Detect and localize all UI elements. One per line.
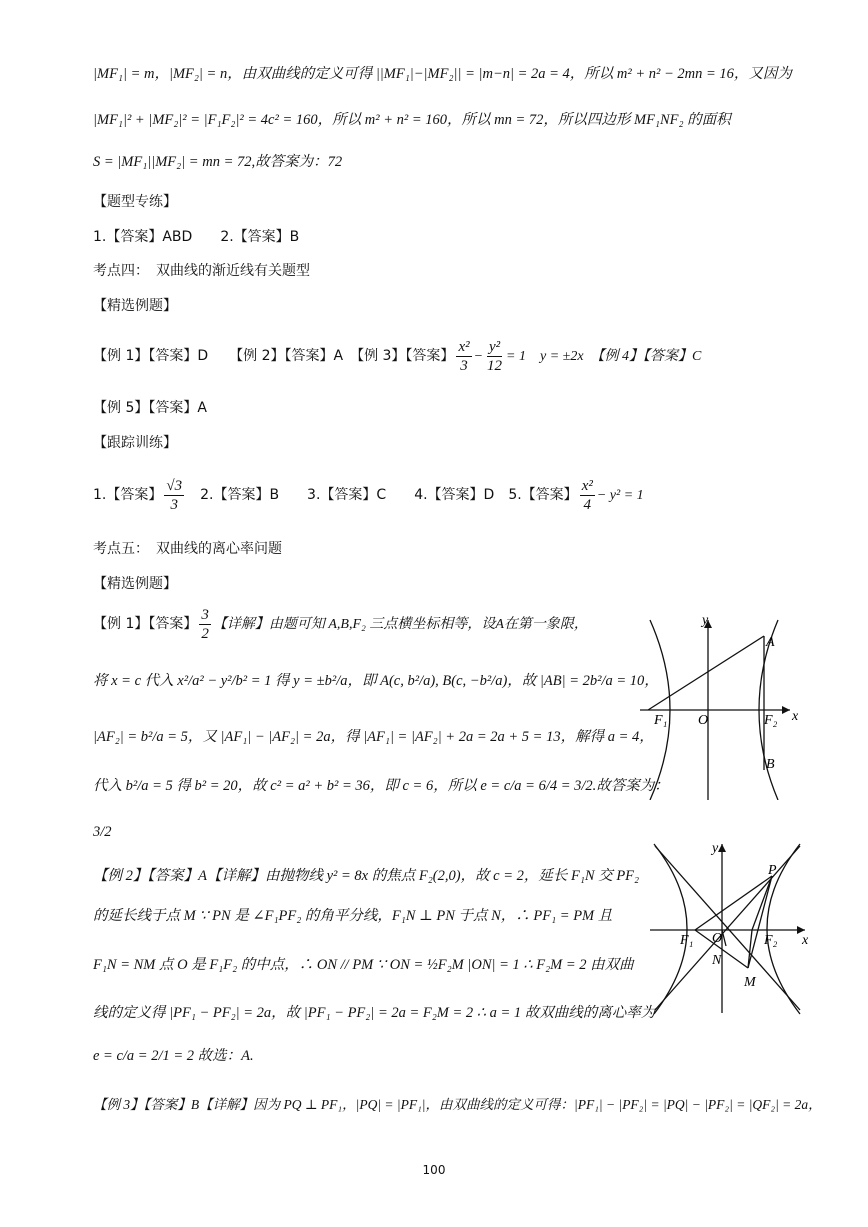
fraction-denominator: 2 [201,625,209,642]
point-label: F₁ [680,933,694,948]
point-label: F₂ [764,933,778,948]
fraction [164,477,184,514]
point-label: B [766,757,775,772]
point-label: F₂ [764,713,778,728]
fraction-numerator: y² [488,338,501,355]
solution-line: 代入 b²/a = 5 得 b² = 20，故 c² = a² + b² = 36，即 c = 6，所以 e = c/a = 6/4 = 3/2.故答案为： [93,778,669,794]
point-label: M [744,975,756,990]
axis-label-y: y [702,613,709,628]
equation-rhs: = 1 [506,349,526,364]
fraction-numerator: 3 [201,606,209,623]
hyperbola-figure-1 [640,610,810,800]
fraction-denominator: 3 [170,496,178,513]
point-label: F₁ [654,713,668,728]
answer-line: 1.【答案】ABD 2.【答案】B [93,229,300,245]
fraction-denominator: 12 [487,357,503,374]
fraction-denominator: 3 [460,357,468,374]
solution-line: 的延长线于点 M ∵ PN 是 ∠F₁PF₂ 的角平分线，F₁N ⊥ PN 于点 N，∴ PF₁ = PM 且 [93,908,613,924]
solution-line: e = c/a = 2/1 = 2 故选：A. [93,1048,254,1064]
section-heading: 【跟踪训练】 [93,435,177,451]
text-line: |MF₁| = m，|MF₂| = n，由双曲线的定义可得 ||MF₁|−|MF₂|| = |m−n| = 2a = 4，所以 m² + n² − 2mn = 16，又因为 [93,66,792,82]
fraction-numerator: x² [458,338,470,355]
answer-text: 2.【答案】B 3.【答案】C 4.【答案】D 5.【答案】 [186,487,578,503]
page-number: 100 [422,1163,446,1177]
fraction [199,606,211,643]
section-heading: 考点五： 双曲线的离心率问题 [93,541,282,557]
section-heading: 考点四： 双曲线的渐近线有关题型 [93,263,310,279]
axis-label-x: x [802,933,809,948]
point-label: P [768,863,777,878]
solution-line: 线的定义得 |PF₁ − PF₂| = 2a，故 |PF₁ − PF₂| = 2a = F₂M = 2 ∴ a = 1 故双曲线的离心率为 [93,1005,656,1021]
answer-line: 【例 1】【答案】D 【例 2】【答案】A 【例 3】【答案】 $\frac{\text{x²}}{3}$ − $\frac{\text{y²}}{12}$ = 1 y = ±2x 【例 4】【答案】C [93,338,702,374]
equation-rhs: − y² = 1 [596,488,644,503]
answer-text: y = ±2x 【例 4】【答案】C [526,349,702,364]
text-line: S = |MF₁||MF₂| = mn = 72,故答案为：72 [93,154,343,170]
answer-text: 【例 1】【答案】D 【例 2】【答案】A 【例 3】【答案】 [93,348,455,364]
fraction-numerator: √3 [166,477,183,494]
section-heading: 【题型专练】 [93,194,177,210]
point-label: O [698,713,709,728]
section-heading: 【精选例题】 [93,298,177,314]
fraction-denominator: 4 [583,496,592,513]
solution-line: F₁N = NM 点 O 是 F₁F₂ 的中点，∴ ON // PM ∵ ON = ½F₂M |ON| = 1 ∴ F₂M = 2 由双曲 [93,957,634,973]
axis-label-y: y [712,841,719,856]
section-heading: 【精选例题】 [93,576,177,592]
solution-line: 3/2 [93,824,112,840]
answer-text: 【例 1】【答案】 [93,616,198,632]
solution-line: 【例 2】【答案】A【详解】由抛物线 y² = 8x 的焦点 F₂(2,0)，故 c = 2，延长 F₁N 交 PF₂ [93,868,640,884]
fraction-numerator: x² [581,477,593,494]
solution-line: 将 x = c 代入 x²/a² − y²/b² = 1 得 y = ±b²/a，即 A(c, b²/a), B(c, −b²/a)，故 |AB| = 2b²/a = 10， [93,673,659,689]
answer-text: 1.【答案】 [93,487,163,503]
point-label: A [766,635,775,650]
solution-line: |AF₂| = b²/a = 5，又 |AF₁| − |AF₂| = 2a，得 |AF₁| = |AF₂| + 2a = 2a + 5 = 13，解得 a = 4， [93,729,654,745]
point-label: N [712,953,722,968]
fraction [485,338,504,375]
answer-line: 【例 5】【答案】A [93,400,207,416]
fraction [456,338,471,375]
answer-line [93,474,644,517]
point-label: O [712,931,723,946]
hyperbola-figure-2 [650,838,820,1018]
solution-line: 【例 3】【答案】B【详解】因为 PQ ⊥ PF₁，|PQ| = |PF₁|，由双曲线的定义可得：|PF₁| − |PF₂| = |PQ| − |PF₂| = |QF₂| = 2a， [93,1097,822,1112]
solution-line [93,604,588,645]
axis-label-x: x [792,709,799,724]
fraction [580,477,595,514]
text-line: |MF₁|² + |MF₂|² = |F₁F₂|² = 4c² = 160，所以 m² + n² = 160，所以 mn = 72，所以四边形 MF₁NF₂ 的面积 [93,112,731,128]
answer-text: 【详解】由题可知 A,B,F₂ 三点横坐标相等，设A在第一象限， [212,617,588,632]
